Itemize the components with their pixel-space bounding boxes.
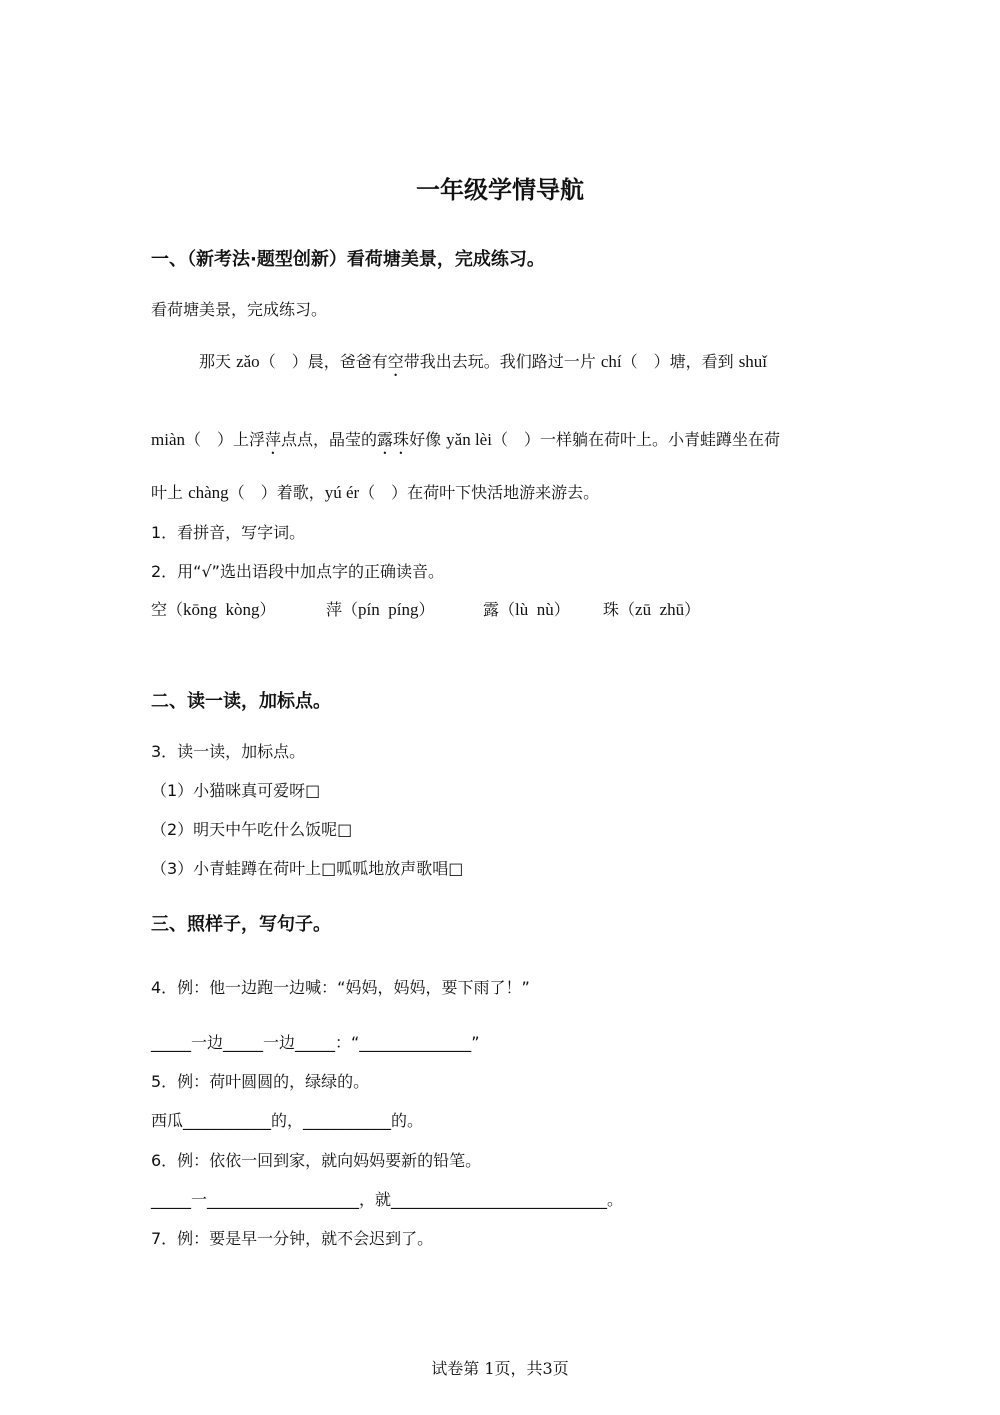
passage-text: （ ）塘，看到 <box>621 352 739 371</box>
passage-line-1 <box>199 351 767 380</box>
question-3: 3．读一读，加标点。 <box>151 742 306 761</box>
pinyin: zǎo <box>236 352 260 371</box>
dotted-char: 露珠 <box>377 430 410 449</box>
answer-line-4[interactable]: _____一边_____一边_____：“______________” <box>151 1033 480 1052</box>
dotted-char: 空 <box>387 352 404 371</box>
question-2: 2．用“√”选出语段中加点字的正确读音。 <box>151 562 444 581</box>
passage-text: 点点，晶莹的 <box>281 430 378 449</box>
pinyin: chí <box>600 352 622 371</box>
pinyin-options[interactable]: pín píng <box>358 600 419 619</box>
passage-line-2 <box>151 429 780 458</box>
pinyin-options[interactable]: kōng kòng <box>183 600 260 619</box>
page-footer: 试卷第 1页，共3页 <box>431 1359 569 1378</box>
question-5: 5．例：荷叶圆圆的，绿绿的。 <box>151 1072 370 1091</box>
answer-line-6[interactable]: _____一___________________，就___________________________。 <box>151 1190 624 1209</box>
answer-line-5[interactable]: 西瓜___________的，___________的。 <box>151 1111 424 1130</box>
passage-text: （ ）晨，爸爸有 <box>259 352 388 371</box>
dotted-char: 萍 <box>265 430 282 449</box>
passage-text: （ ）着歌， <box>228 483 325 502</box>
section3-heading: 三、照样子，写句子。 <box>151 914 331 935</box>
choice-ping: 萍（pín píng） <box>326 600 435 619</box>
passage-text: 叶上 <box>151 483 189 502</box>
passage-text: （ ）一样躺在荷叶上。小青蛙蹲坐在荷 <box>491 430 780 449</box>
punctuation-item-1: （1）小猫咪真可爱呀□ <box>151 781 321 800</box>
page-title: 一年级学情导航 <box>416 176 584 204</box>
pinyin: chàng <box>188 483 229 502</box>
pinyin: yú ér <box>324 483 360 502</box>
question-6: 6．例：依依一回到家，就向妈妈要新的铅笔。 <box>151 1151 482 1170</box>
passage-text: （ ）上浮 <box>185 430 266 449</box>
question-1: 1．看拼音，写字词。 <box>151 523 306 542</box>
passage-text: 带我出去玩。我们路过一片 <box>403 352 601 371</box>
section1-heading: 一、（新考法·题型创新）看荷塘美景，完成练习。 <box>151 249 545 270</box>
question-7: 7．例：要是早一分钟，就不会迟到了。 <box>151 1229 434 1248</box>
pinyin: yǎn lèi <box>446 430 492 449</box>
pinyin-options[interactable]: zū zhū <box>635 600 685 619</box>
pinyin-options[interactable]: lù nù <box>515 600 554 619</box>
punctuation-item-2: （2）明天中午吃什么饭呢□ <box>151 820 353 839</box>
section2-heading: 二、读一读，加标点。 <box>151 691 331 712</box>
choice-kong: 空（kōng kòng） <box>151 600 276 619</box>
choice-zhu: 珠（zū zhū） <box>603 600 701 619</box>
question-4: 4．例：他一边跑一边喊：“妈妈，妈妈，要下雨了！” <box>151 978 530 997</box>
passage-line-3 <box>151 482 599 504</box>
pinyin: shuǐ <box>738 352 768 371</box>
section1-intro: 看荷塘美景，完成练习。 <box>151 300 328 319</box>
pinyin: miàn <box>151 430 185 449</box>
choice-lu: 露（lù nù） <box>483 600 570 619</box>
passage-text: 那天 <box>199 352 237 371</box>
punctuation-item-3: （3）小青蛙蹲在荷叶上□呱呱地放声歌唱□ <box>151 859 464 878</box>
passage-text: （ ）在荷叶下快活地游来游去。 <box>359 483 600 502</box>
passage-text: 好像 <box>409 430 447 449</box>
